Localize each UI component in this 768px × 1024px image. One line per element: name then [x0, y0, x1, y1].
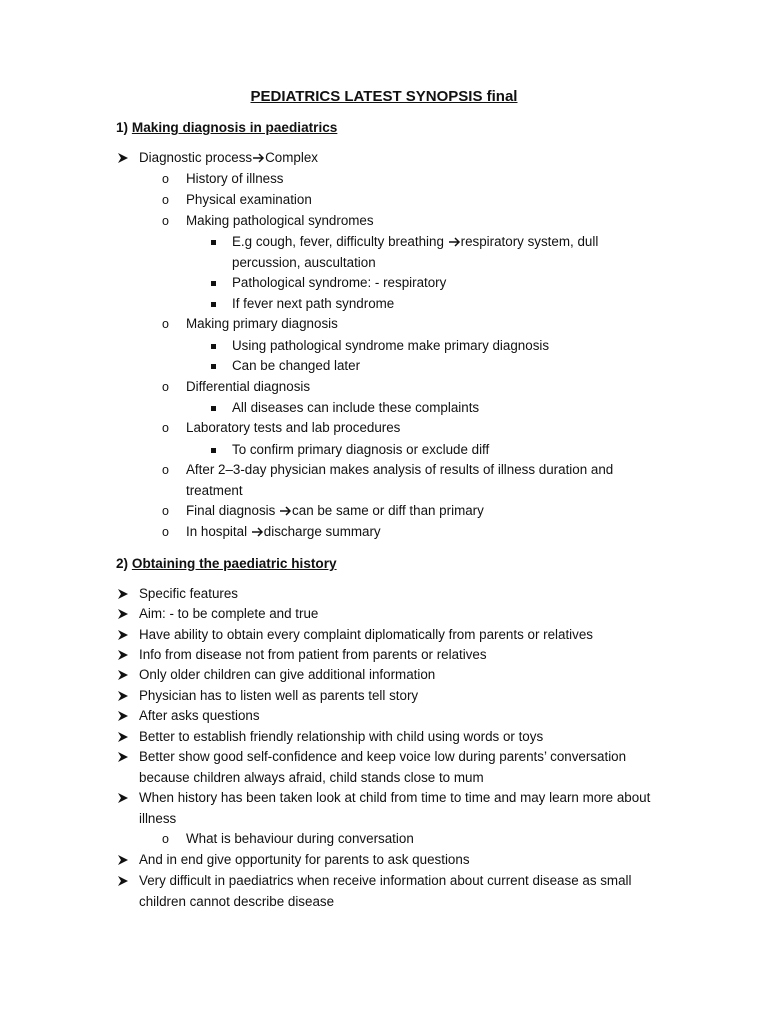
item-text: E.g cough, fever, difficulty breathing — [232, 234, 448, 249]
list-item: After 2–3-day physician makes analysis of results of illness duration and treatment — [186, 462, 614, 498]
list-item: And in end give opportunity for parents to ask questions — [139, 852, 470, 867]
circle-bullet-icon: o — [162, 380, 169, 394]
section-1-number: 1) — [116, 120, 129, 135]
list-item-continuation: percussion, auscultation — [232, 255, 376, 270]
square-bullet-icon — [211, 240, 216, 245]
list-item: All diseases can include these complaints — [232, 400, 480, 415]
section-2-title: Obtaining the paediatric history — [131, 556, 337, 571]
circle-bullet-icon: o — [162, 832, 169, 846]
document-title: PEDIATRICS LATEST SYNOPSIS final — [250, 88, 518, 105]
list-item: Differential diagnosis — [186, 379, 311, 394]
list-item: Making pathological syndromes — [186, 213, 374, 228]
section-2-number: 2) — [116, 556, 129, 571]
item-text: Diagnostic process — [139, 150, 253, 165]
list-item: If fever next path syndrome — [232, 296, 395, 311]
square-bullet-icon — [211, 281, 216, 286]
item-text: In hospital — [186, 524, 251, 539]
arrowhead-bullet-icon — [116, 665, 130, 685]
section-1-heading — [116, 120, 337, 135]
list-item: When history has been taken look at child from time to time and may learn more about illness — [139, 790, 651, 826]
circle-bullet-icon: o — [162, 172, 169, 186]
square-bullet-icon — [211, 448, 216, 453]
list-item: Using pathological syndrome make primary diagnosis — [232, 338, 550, 353]
list-item: Info from disease not from patient from parents or relatives — [139, 647, 487, 662]
circle-bullet-icon: o — [162, 504, 169, 518]
arrowhead-bullet-icon — [116, 645, 130, 665]
arrowhead-bullet-icon — [116, 584, 130, 604]
list-item: To confirm primary diagnosis or exclude diff — [232, 442, 490, 457]
arrowhead-bullet-icon — [116, 850, 130, 870]
circle-bullet-icon: o — [162, 463, 169, 477]
list-item: Better to establish friendly relationship with child using words or toys — [139, 729, 544, 744]
item-text: respiratory system, dull — [460, 234, 599, 249]
square-bullet-icon — [211, 302, 216, 307]
square-bullet-icon — [211, 406, 216, 411]
list-item: What is behaviour during conversation — [186, 831, 414, 846]
list-item: Aim: - to be complete and true — [139, 606, 319, 621]
list-item: Physical examination — [186, 192, 312, 207]
section-2-heading — [116, 556, 337, 571]
list-item-eg — [232, 232, 598, 252]
list-item: Only older children can give additional information — [139, 667, 436, 682]
circle-bullet-icon: o — [162, 525, 169, 539]
arrowhead-bullet-icon — [116, 148, 130, 168]
square-bullet-icon — [211, 364, 216, 369]
arrowhead-bullet-icon — [116, 871, 130, 891]
circle-bullet-icon: o — [162, 214, 169, 228]
section-1-title: Making diagnosis in paediatrics — [131, 120, 338, 135]
square-bullet-icon — [211, 344, 216, 349]
item-text: Final diagnosis — [186, 503, 280, 518]
item-text: can be same or diff than primary — [292, 503, 484, 518]
list-item: Have ability to obtain every complaint diplomatically from parents or relatives — [139, 627, 593, 642]
list-item: Better show good self-confidence and keep voice low during parents’ conversation because children always afraid, child stands close to mum — [139, 749, 627, 785]
right-arrow-icon — [251, 526, 264, 538]
right-arrow-icon — [448, 236, 461, 248]
arrowhead-bullet-icon — [116, 625, 130, 645]
arrowhead-bullet-icon — [116, 706, 130, 726]
list-item: Laboratory tests and lab procedures — [186, 420, 401, 435]
arrowhead-bullet-icon — [116, 686, 130, 706]
arrowhead-bullet-icon — [116, 727, 130, 747]
circle-bullet-icon: o — [162, 317, 169, 331]
list-item-final-diagnosis — [186, 501, 484, 521]
item-text: discharge summary — [263, 524, 381, 539]
circle-bullet-icon: o — [162, 421, 169, 435]
arrowhead-bullet-icon — [116, 747, 130, 767]
list-item: Can be changed later — [232, 358, 361, 373]
item-text: Complex — [265, 150, 318, 165]
circle-bullet-icon: o — [162, 193, 169, 207]
list-item: Making primary diagnosis — [186, 316, 338, 331]
list-item: Specific features — [139, 586, 238, 601]
list-item: Physician has to listen well as parents tell story — [139, 688, 419, 703]
right-arrow-icon — [279, 505, 292, 517]
list-item-in-hospital — [186, 522, 381, 542]
right-arrow-icon — [252, 152, 265, 164]
list-item: Very difficult in paediatrics when receive information about current disease as small children cannot describe disease — [139, 873, 632, 909]
arrowhead-bullet-icon — [116, 604, 130, 624]
list-item: Pathological syndrome: - respiratory — [232, 275, 447, 290]
list-item: After asks questions — [139, 708, 260, 723]
list-item-diagnostic-process — [139, 148, 318, 168]
list-item: History of illness — [186, 171, 284, 186]
arrowhead-bullet-icon — [116, 788, 130, 808]
